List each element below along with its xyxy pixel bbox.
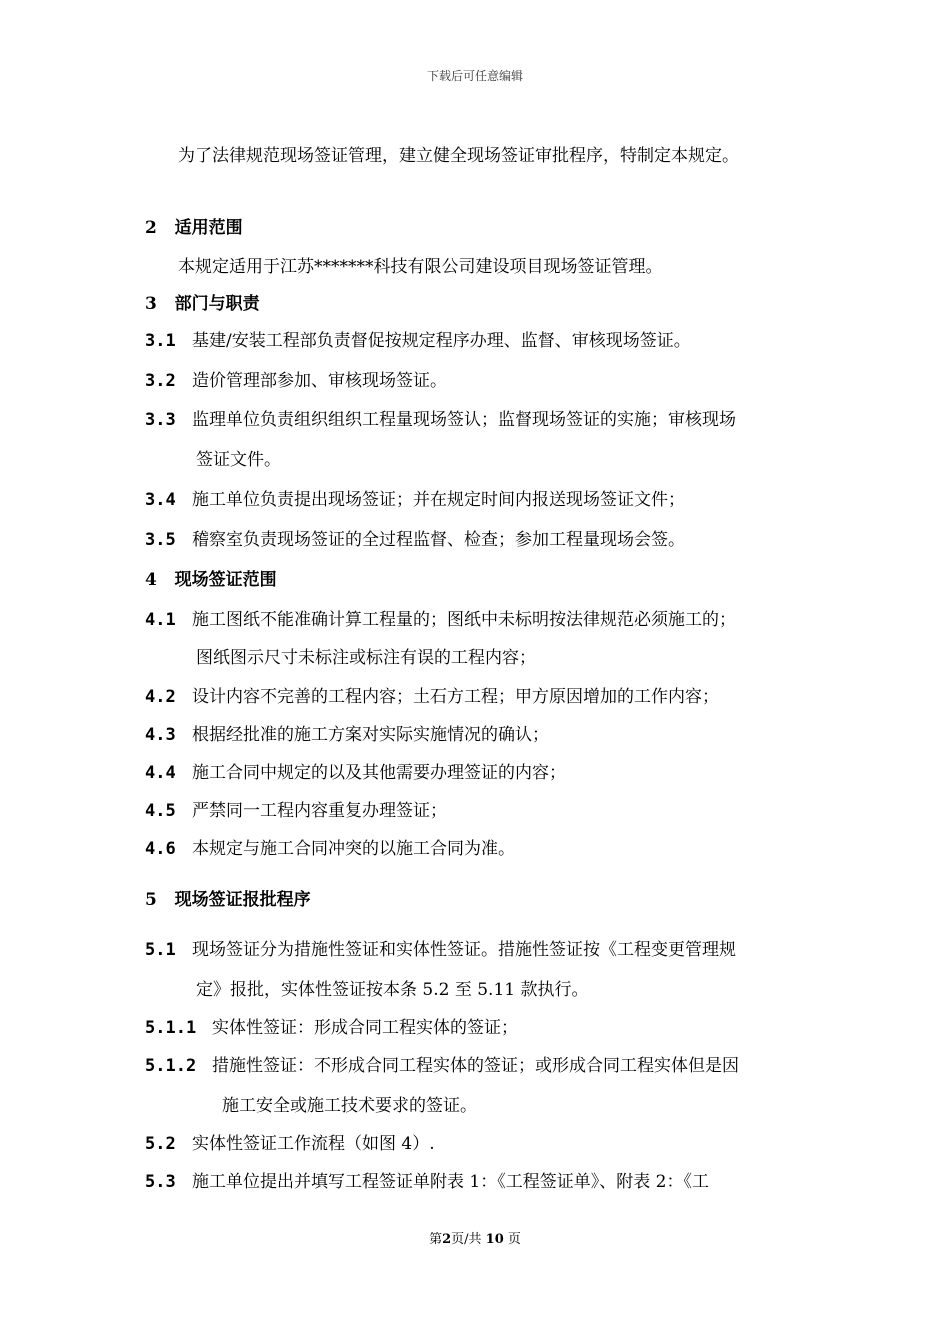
section-title: 部门与职责 [174, 294, 260, 314]
item-text: 严禁同一工程内容重复办理签证； [192, 801, 447, 821]
section-2-body: 本规定适用于江苏*******科技有限公司建设项目现场签证管理。 [178, 257, 663, 277]
section-title: 现场签证报批程序 [174, 890, 311, 910]
section-number: 2 [145, 218, 157, 238]
item-number: 4.4 [145, 763, 176, 783]
item-text-continuation: 签证文件。 [196, 450, 281, 470]
item-number: 5.2 [145, 1134, 176, 1154]
item-number: 4.5 [145, 801, 176, 821]
item-text-continuation: 定》报批，实体性签证按本条 5.2 至 5.11 款执行。 [196, 980, 589, 1000]
item-number: 3.4 [145, 490, 176, 510]
page-number: 2 [442, 1232, 452, 1247]
item-number: 3.3 [145, 410, 176, 430]
item-number: 3.1 [145, 331, 176, 351]
total-pages: 10 [485, 1232, 504, 1247]
item-text: 施工单位提出并填写工程签证单附表 1：《工程签证单》、附表 2：《工 [192, 1172, 709, 1192]
item-text: 施工图纸不能准确计算工程量的；图纸中未标明按法律规范必须施工的； [192, 610, 736, 630]
item-text: 措施性签证：不形成合同工程实体的签证；或形成合同工程实体但是因 [212, 1056, 739, 1076]
item-number: 5.1.2 [145, 1056, 197, 1076]
section-4-heading [145, 569, 277, 591]
item-number: 5.1.1 [145, 1018, 197, 1038]
section-title: 现场签证范围 [174, 570, 277, 590]
item-number: 5.3 [145, 1172, 176, 1192]
item-number: 4.1 [145, 610, 176, 630]
item-text: 本规定与施工合同冲突的以施工合同为准。 [192, 839, 515, 859]
page-header: 下载后可任意编辑 [426, 69, 523, 83]
item-text: 稽察室负责现场签证的全过程监督、检查；参加工程量现场会签。 [192, 530, 685, 550]
item-text: 现场签证分为措施性签证和实体性签证。措施性签证按《工程变更管理规 [192, 940, 736, 960]
footer-middle: 页/共 [451, 1232, 482, 1247]
item-text: 监理单位负责组织组织工程量现场签认；监督现场签证的实施；审核现场 [192, 410, 736, 430]
footer-prefix: 第 [429, 1232, 443, 1247]
item-text: 施工合同中规定的以及其他需要办理签证的内容； [192, 763, 566, 783]
section-3-heading [145, 293, 260, 315]
item-number: 3.5 [145, 530, 176, 550]
item-text: 设计内容不完善的工程内容；土石方工程；甲方原因增加的工作内容； [192, 687, 719, 707]
item-number: 4.6 [145, 839, 176, 859]
item-number: 4.3 [145, 725, 176, 745]
item-text: 施工单位负责提出现场签证；并在规定时间内报送现场签证文件； [192, 490, 685, 510]
section-number: 5 [145, 890, 157, 910]
item-text-continuation: 图纸图示尺寸未标注或标注有误的工程内容； [196, 648, 536, 668]
item-text: 实体性签证工作流程（如图 4）. [192, 1134, 435, 1154]
item-text: 造价管理部参加、审核现场签证。 [192, 371, 447, 391]
footer-suffix: 页 [507, 1232, 521, 1247]
section-2-heading [145, 217, 243, 239]
intro-paragraph: 为了法律规范现场签证管理，建立健全现场签证审批程序，特制定本规定。 [178, 146, 739, 166]
item-text: 实体性签证：形成合同工程实体的签证； [212, 1018, 518, 1038]
item-number: 3.2 [145, 371, 176, 391]
item-number: 5.1 [145, 940, 176, 960]
section-5-heading [145, 889, 311, 911]
item-text: 根据经批准的施工方案对实际实施情况的确认； [192, 725, 549, 745]
item-text: 基建/安装工程部负责督促按规定程序办理、监督、审核现场签证。 [192, 331, 691, 351]
item-number: 4.2 [145, 687, 176, 707]
section-number: 3 [145, 294, 157, 314]
item-text-continuation: 施工安全或施工技术要求的签证。 [222, 1096, 477, 1116]
section-title: 适用范围 [174, 218, 243, 238]
page-footer [0, 1228, 950, 1247]
section-number: 4 [145, 570, 157, 590]
